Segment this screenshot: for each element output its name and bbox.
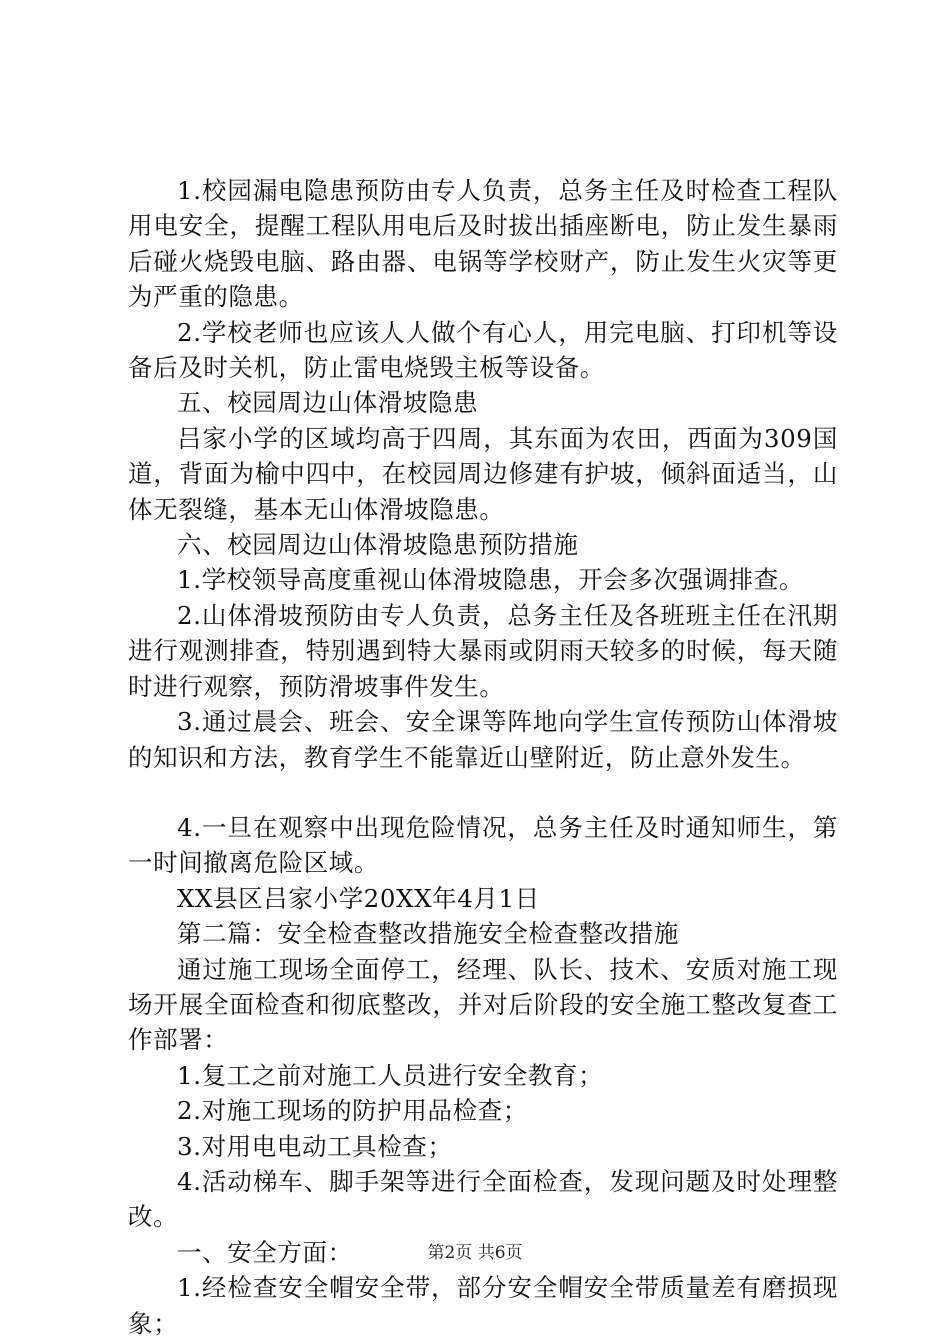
paragraph-step-1: 1.复工之前对施工人员进行安全教育； [177,1060,604,1090]
paragraph-electric-leak-prevention: 1.校园漏电隐患预防由专人负责，总务主任及时检查工程队用电安全，提醒工程队用电后及时拔出插座断电，防止发生暴雨后碰火烧毁电脑、路由器、电锅等学校财产，防止发生火灾等更为严重的隐患。 [128,176,838,312]
heading-section-six: 六、校园周边山体滑坡隐患预防措施 [177,530,579,560]
paragraph-step-3: 3.对用电电动工具检查； [177,1131,453,1161]
paragraph-inspection-intro: 通过施工现场全面停工，经理、队长、技术、安质对施工现场开展全面检查和彻底整改，并对后阶段的安全施工整改复查工作部署： [128,954,838,1055]
paragraph-step-4: 4.活动梯车、脚手架等进行全面检查，发现问题及时处理整改。 [128,1166,838,1232]
paragraph-measure-1: 1.学校领导高度重视山体滑坡隐患，开会多次强调排查。 [177,565,804,595]
page-number-label: 第2页 共6页 [427,1243,523,1263]
paragraph-measure-4: 4.一旦在观察中出现危险情况，总务主任及时通知师生，第一时间撤离危险区域。 [128,812,838,878]
paragraph-teachers-shutdown: 2.学校老师也应该人人做个有心人，用完电脑、打印机等设备后及时关机，防止雷电烧毁主板等设备。 [128,317,838,383]
heading-safety-aspect: 一、安全方面： [177,1237,353,1267]
document-body [128,173,838,1341]
paragraph-measure-2: 2.山体滑坡预防由专人负责，总务主任及各班班主任在汛期进行观测排查，特别遇到特大暴雨或阴雨天较多的时候，每天随时进行观察，预防滑坡事件发生。 [128,600,838,701]
signature-date-line: XX县区吕家小学20XX年4月1日 [177,883,540,913]
paragraph-landslide-situation: 吕家小学的区域均高于四周，其东面为农田，西面为309国道，背面为榆中四中，在校园周边修建有护坡，倾斜面适当，山体无裂缝，基本无山体滑坡隐患。 [128,423,838,524]
paragraph-safety-item-1: 1.经检查安全帽安全带，部分安全帽安全带质量差有磨损现象； [128,1273,838,1338]
paragraph-step-2: 2.对施工现场的防护用品检查； [177,1096,528,1126]
page-footer [0,1242,950,1264]
heading-part-two: 第二篇：安全检查整改措施安全检查整改措施 [177,919,679,949]
paragraph-measure-3: 3.通过晨会、班会、安全课等阵地向学生宣传预防山体滑坡的知识和方法，教育学生不能靠近山壁附近，防止意外发生。 [128,707,838,772]
heading-section-five: 五、校园周边山体滑坡隐患 [177,388,479,418]
